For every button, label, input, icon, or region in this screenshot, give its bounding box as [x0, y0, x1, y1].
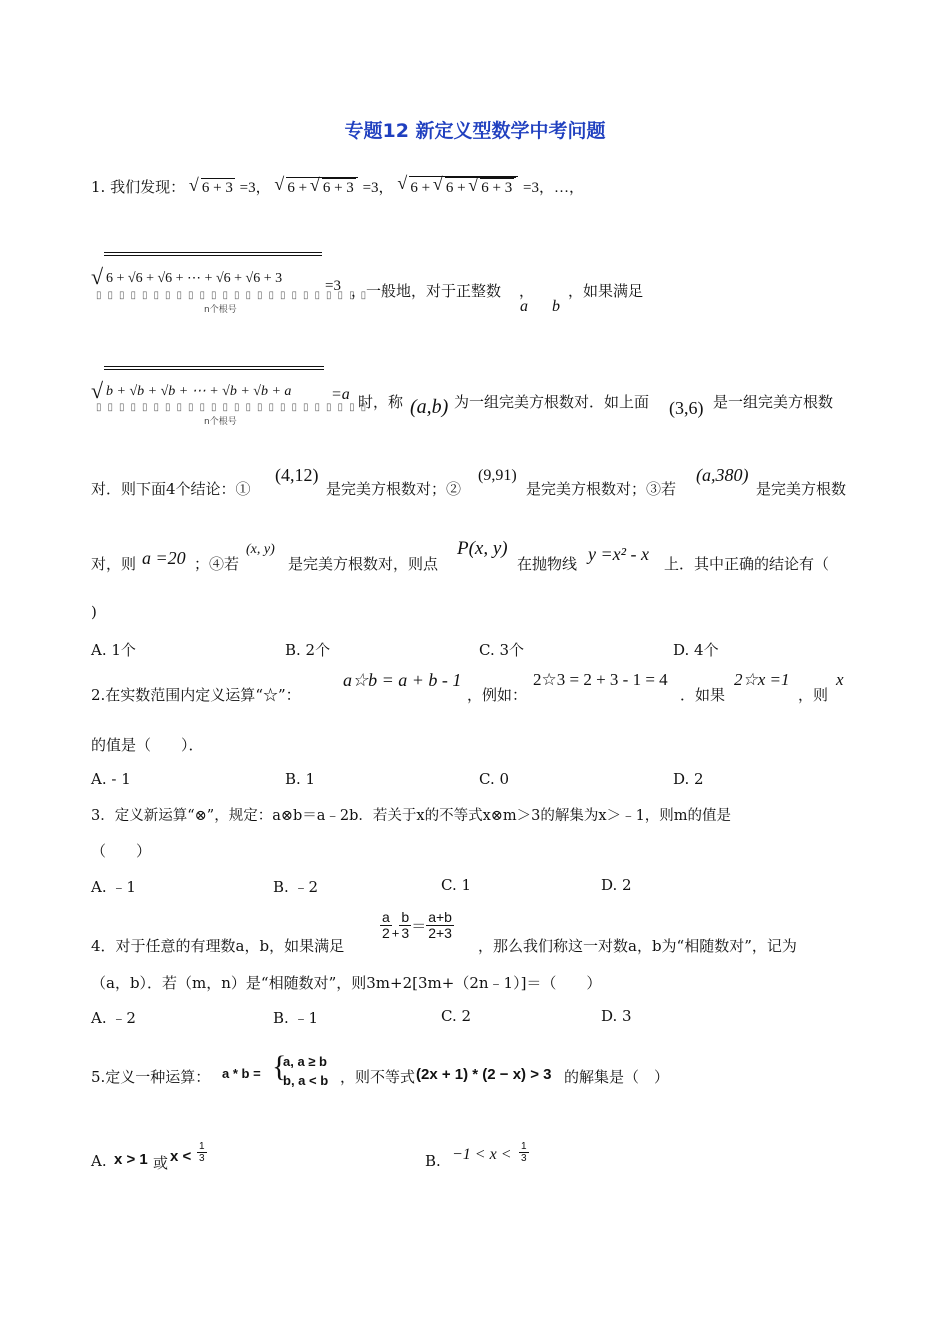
q1-parabola: y =x² - x: [588, 544, 650, 564]
q1-n-roots-label-2: n个根号: [204, 417, 237, 427]
q4-text3: （a，b）．若（m，n）是“相随数对”，则3m+2[3m+（2n﹣1）]＝（ ）: [91, 974, 602, 992]
q1-line2-comma: ，: [519, 282, 535, 300]
q1-general-eq: =a: [331, 386, 350, 403]
q1-line5-text5: 上．其中正确的结论有（: [664, 555, 830, 573]
page-title: 专题12 新定义型数学中考问题: [344, 120, 606, 142]
q1-long-radical-sign: √: [91, 264, 104, 289]
q3-option-d[interactable]: D. 2: [601, 876, 632, 894]
q1-radical-2-inner: √ 6 + 3: [322, 178, 356, 197]
q3-option-a[interactable]: A. ﹣1: [91, 878, 136, 896]
q2-option-b[interactable]: B. 1: [285, 770, 316, 788]
q1-pair-a380: (a,380): [696, 465, 749, 485]
q2-text3: ．如果: [680, 686, 726, 704]
q2-var-x: x: [836, 670, 844, 689]
q1-long-eq: =3: [325, 278, 341, 294]
q3-text2: （ ）: [91, 842, 152, 860]
q1-general-radical-bar-2: [104, 369, 324, 370]
q1-option-d[interactable]: D. 4个: [673, 641, 719, 659]
q1-line4-text4: 是完美方根数: [756, 480, 847, 498]
q1-a-eq-20: a =20: [142, 548, 186, 568]
q1-eq-3: =3，…，: [523, 180, 584, 196]
q4-frac-sum: $\frac{a+b}{2+3}$: [428, 909, 452, 941]
q1-radical-3: √ 6 + √ 6 + √ 6 + 3: [409, 176, 518, 197]
q5-option-a-or: 或: [153, 1154, 169, 1172]
q3-option-c[interactable]: C. 1: [441, 876, 472, 894]
q1-radical-2: √ 6 + √ 6 + 3: [286, 177, 357, 197]
q1-var-b: b: [552, 298, 560, 315]
q1-long-radical-bar-2: [104, 255, 322, 256]
q4-option-c[interactable]: C. 2: [441, 1007, 472, 1025]
q1-line5-text1: 对，则: [91, 555, 137, 573]
q2-condition: 2☆x =1: [734, 670, 790, 689]
q1-eq-1: =3，: [239, 180, 271, 196]
q1-line3-text2: 为一组完美方根数对．如上面: [454, 393, 650, 411]
q1-general-radical-expr: b + √b + √b + ⋯ + √b + √b + a: [106, 384, 292, 399]
q1-general-radical-sign: √: [91, 378, 104, 403]
q1-pair-412: (4,12): [275, 465, 319, 485]
q1-option-c[interactable]: C. 3个: [479, 641, 525, 659]
q5-option-a-part1: x > 1: [114, 1151, 148, 1168]
q2-text1: 2.在实数范围内定义运算“☆”：: [91, 686, 301, 704]
q1-line6: ): [91, 603, 97, 621]
q1-line2-text: ，一般地，对于正整数: [351, 282, 502, 300]
q4-plus: +: [391, 925, 400, 941]
q1-line5-text3: 是完美方根数对，则点: [288, 555, 439, 573]
q5-case2: b, a < b: [283, 1073, 329, 1088]
q1-pair-ab: (a,b): [410, 396, 449, 418]
q5-inequality: (2x + 1) * (2 − x) > 3: [416, 1066, 552, 1083]
q2-text5: 的值是（ ）．: [91, 736, 204, 754]
q4-option-b[interactable]: B. ﹣1: [273, 1009, 319, 1027]
q5-option-b-frac: $\frac{1}{3}$: [521, 1141, 527, 1164]
q1-line5-text2: ；④若: [194, 555, 240, 573]
q4-equals: ＝: [411, 917, 427, 935]
q1-intro: 1. 我们发现：: [91, 178, 186, 196]
q4-option-d[interactable]: D. 3: [601, 1007, 632, 1025]
q1-line3-text3: 是一组完美方根数: [713, 393, 834, 411]
q1-general-radical-bar: [104, 366, 324, 367]
q4-frac-a: $\frac{a}{2}$: [382, 909, 390, 941]
q1-point-P: P(x, y): [457, 538, 508, 559]
q4-option-a[interactable]: A. ﹣2: [91, 1009, 136, 1027]
q5-brace: {: [272, 1050, 287, 1083]
q2-text4: ，则: [798, 686, 829, 704]
q2-option-a[interactable]: A. - 1: [91, 770, 131, 788]
q1-option-b[interactable]: B. 2个: [285, 641, 331, 659]
q5-option-b-expr: −1 < x <: [452, 1146, 512, 1163]
q1-option-a[interactable]: A. 1个: [91, 641, 136, 659]
q4-text1: 4．对于任意的有理数a，b，如果满足: [91, 937, 345, 955]
q5-text3: 的解集是（ ）: [564, 1068, 670, 1086]
q1-eq-2: =3，: [362, 180, 394, 196]
q5-option-b-label[interactable]: B.: [425, 1152, 441, 1170]
q1-line4-text3: 是完美方根数对；③若: [526, 480, 677, 498]
q5-text2: ，则不等式: [340, 1068, 416, 1086]
q1-radical-3-inner: √ 6 + 3: [480, 178, 514, 197]
q1-radical-1: √ 6 + 3: [201, 178, 235, 197]
q1-line3-text1: 时，称: [358, 393, 404, 411]
q5-option-a-frac: $\frac{1}{3}$: [199, 1141, 205, 1164]
q1-line2-text2: ，如果满足: [568, 282, 644, 300]
q1-general-radical-placeholders: ▯▯▯▯▯▯▯▯▯▯▯▯▯▯▯▯▯▯▯▯▯▯▯▯: [96, 402, 373, 413]
q1-line4-text1: 对．则下面4个结论：①: [91, 480, 251, 498]
q2-example: 2☆3 = 2 + 3 - 1 = 4: [533, 670, 668, 689]
q4-formula: [380, 910, 454, 941]
q5-def-lhs: a * b =: [222, 1066, 261, 1081]
q4-frac-b: $\frac{b}{3}$: [401, 909, 410, 941]
q1-var-a: a: [520, 298, 528, 315]
q1-n-roots-label: n个根号: [204, 305, 237, 315]
q5-text1: 5.定义一种运算：: [91, 1068, 211, 1086]
q1-radical-3-mid: √ 6 + √ 6 + 3: [445, 177, 516, 197]
q1-pair-991: (9,91): [478, 467, 517, 484]
q1-long-radical-bar: [104, 252, 322, 253]
q2-text2: ，例如：: [467, 686, 528, 704]
q3-text1: 3．定义新运算“⊗”，规定：a⊗b＝a﹣2b．若关于x的不等式x⊗m＞3的解集为x＞﹣1，则m的值是: [91, 808, 732, 824]
q4-text2: ，那么我们称这一对数a，b为“相随数对”，记为: [478, 937, 797, 955]
q1-pair-xy: (x, y): [246, 542, 275, 557]
q2-definition: a☆b = a + b - 1: [343, 670, 462, 690]
q5-option-a-label[interactable]: A.: [91, 1152, 107, 1170]
q3-option-b[interactable]: B. ﹣2: [273, 878, 319, 896]
q1-long-radical-placeholders: ▯▯▯▯▯▯▯▯▯▯▯▯▯▯▯▯▯▯▯▯▯▯▯▯: [96, 290, 373, 301]
q1-pair-36: (3,6): [669, 398, 704, 418]
q1-line1: [91, 176, 584, 197]
q5-case1: a, a ≥ b: [283, 1054, 327, 1069]
q1-long-radical-expr: 6 + √6 + √6 + ⋯ + √6 + √6 + 3: [106, 271, 283, 286]
q1-line5-text4: 在抛物线: [517, 555, 578, 573]
q1-line4-text2: 是完美方根数对；②: [326, 480, 462, 498]
q2-option-c[interactable]: C. 0: [479, 770, 510, 788]
q5-option-a-part2: x <: [170, 1148, 192, 1165]
q2-option-d[interactable]: D. 2: [673, 770, 704, 788]
